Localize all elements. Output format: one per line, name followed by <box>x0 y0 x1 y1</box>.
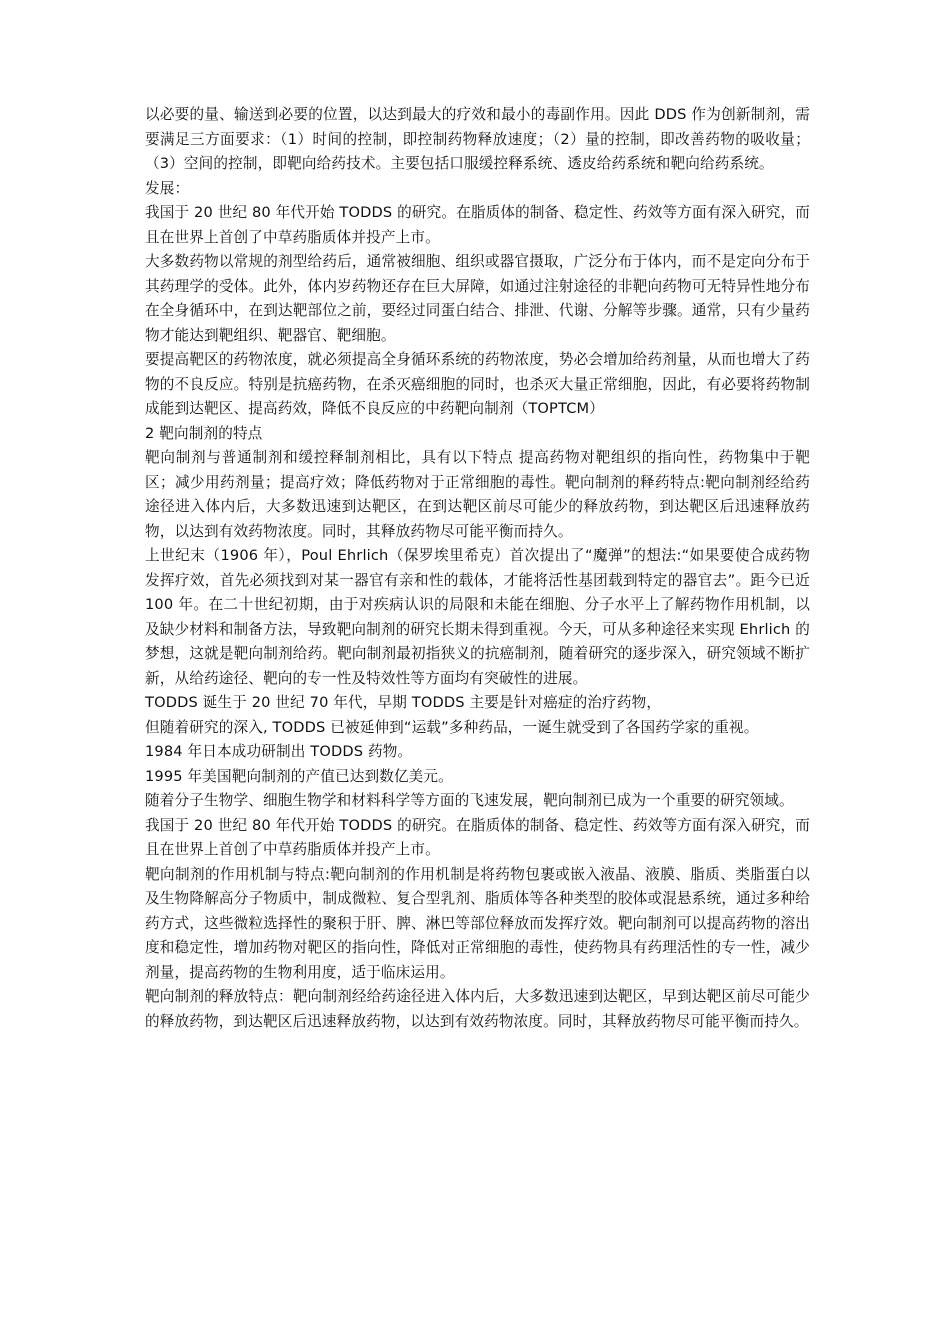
paragraph-ehrlich-history: 上世纪末（1906 年），Poul Ehrlich（保罗埃里希克）首次提出了“魔弹”的想法:“如果要使合成药物发挥疗效，首先必须找到对某一器官有亲和性的载体，才能将活性基团载到特定的器官去”。距今已近 100 年。在二十世纪初期，由于对疾病认识的局限和未能在细胞、分子水平上了解药物作用机制，以及缺少材料和制备方法，导致靶向制剂的研究长期未得到重视。今天，可从多种途径来实现 Ehrlich 的梦想，这就是靶向制剂给药。靶向制剂最初指狭义的抗癌制剂，随着研究的逐步深入，研究领域不断扩新，从给药途径、靶向的专一性及特效性等方面均有突破性的进展。 <box>145 547 810 687</box>
paragraph-todds-extension: 但随着研究的深入, TODDS 已被延伸到“运载”多种药品，一诞生就受到了各国药学家的重视。 <box>145 718 759 736</box>
section-heading-targeting-features: 2 靶向制剂的特点 <box>145 424 263 442</box>
paragraph-release-features: 靶向制剂的释放特点：靶向制剂经给药途径进入体内后，大多数迅速到达靶区，早到达靶区前尽可能少的释放药物，到达靶区后迅速释放药物，以达到有效药物浓度。同时，其释放药物尽可能平衡而持久。 <box>145 988 810 1030</box>
paragraph-japan-1984: 1984 年日本成功研制出 TODDS 药物。 <box>145 743 413 760</box>
paragraph-mechanism: 靶向制剂的作用机制与特点:靶向制剂的作用机制是将药物包裹或嵌入液晶、液膜、脂质、类脂蛋白以及生物降解高分子物质中，制成微粒、复合型乳剂、脂质体等各种类型的胶体或混悬系统，通过多种给药方式，这些微粒选择性的聚积于肝、脾、淋巴等部位释放而发挥疗效。靶向制剂可以提高药物的溶出度和稳定性，增加药物对靶区的指向性，降低对正常细胞的毒性，使药物具有药理活性的专一性，减少剂量，提高药物的生物利用度，适于临床运用。 <box>145 865 810 981</box>
paragraph-todds-origin: TODDS 诞生于 20 世纪 70 年代，早期 TODDS 主要是针对癌症的治疗药物， <box>145 694 662 711</box>
paragraph-targeting-features: 靶向制剂与普通制剂和缓控释制剂相比，具有以下特点 提高药物对靶组织的指向性，药物集中于靶区；减少用药剂量；提高疗效；降低药物对于正常细胞的毒性。靶向制剂的释药特点:靶向制剂经给药途径进入体内后，大多数迅速到达靶区，在到达靶区前尽可能少的释放药物，到达靶区后迅速释放药物，以达到有效药物浓度。同时，其释放药物尽可能平衡而持久。 <box>145 449 810 540</box>
paragraph-target-concentration: 要提高靶区的药物浓度，就必须提高全身循环系统的药物浓度，势必会增加给药剂量，从而也增大了药物的不良反应。特别是抗癌药物，在杀灭癌细胞的同时，也杀灭大量正常细胞，因此，有必要将药物制成能到达靶区、提高药效，降低不良反应的中药靶向制剂（TOPTCM） <box>145 351 810 417</box>
paragraph-drug-distribution: 大多数药物以常规的剂型给药后，通常被细胞、组织或器官摄取，广泛分布于体内，而不是定向分布于其药理学的受体。此外，体内岁药物还存在巨大屏障，如通过注射途径的非靶向药物可无特异性地分布在全身循环中，在到达靶部位之前，要经过同蛋白结合、排泄、代谢、分解等步骤。通常，只有少量药物才能达到靶组织、靶器官、靶细胞。 <box>145 253 810 344</box>
document-body <box>145 103 810 1034</box>
paragraph-china-todds-research: 我国于 20 世纪 80 年代开始 TODDS 的研究。在脂质体的制备、稳定性、药效等方面有深入研究，而且在世界上首创了中草药脂质体并投产上市。 <box>145 204 810 246</box>
paragraph-usa-1995: 1995 年美国靶向制剂的产值已达到数亿美元。 <box>145 767 453 785</box>
paragraph-research-field: 随着分子生物学、细胞生物学和材料科学等方面的飞速发展，靶向制剂已成为一个重要的研究领域。 <box>145 792 794 809</box>
paragraph-dds-requirements: 以必要的量、输送到必要的位置，以达到最大的疗效和最小的毒副作用。因此 DDS 作为创新制剂，需要满足三方面要求：（1）时间的控制，即控制药物释放速度；（2）量的控制，即改善药物的吸收量；（3）空间的控制，即靶向给药技术。主要包括口服缓控释系统、透皮给药系统和靶向给药系统。 <box>145 106 810 172</box>
paragraph-china-todds-research-repeat: 我国于 20 世纪 80 年代开始 TODDS 的研究。在脂质体的制备、稳定性、药效等方面有深入研究，而且在世界上首创了中草药脂质体并投产上市。 <box>145 816 810 858</box>
paragraph-development-heading: 发展： <box>145 179 190 197</box>
